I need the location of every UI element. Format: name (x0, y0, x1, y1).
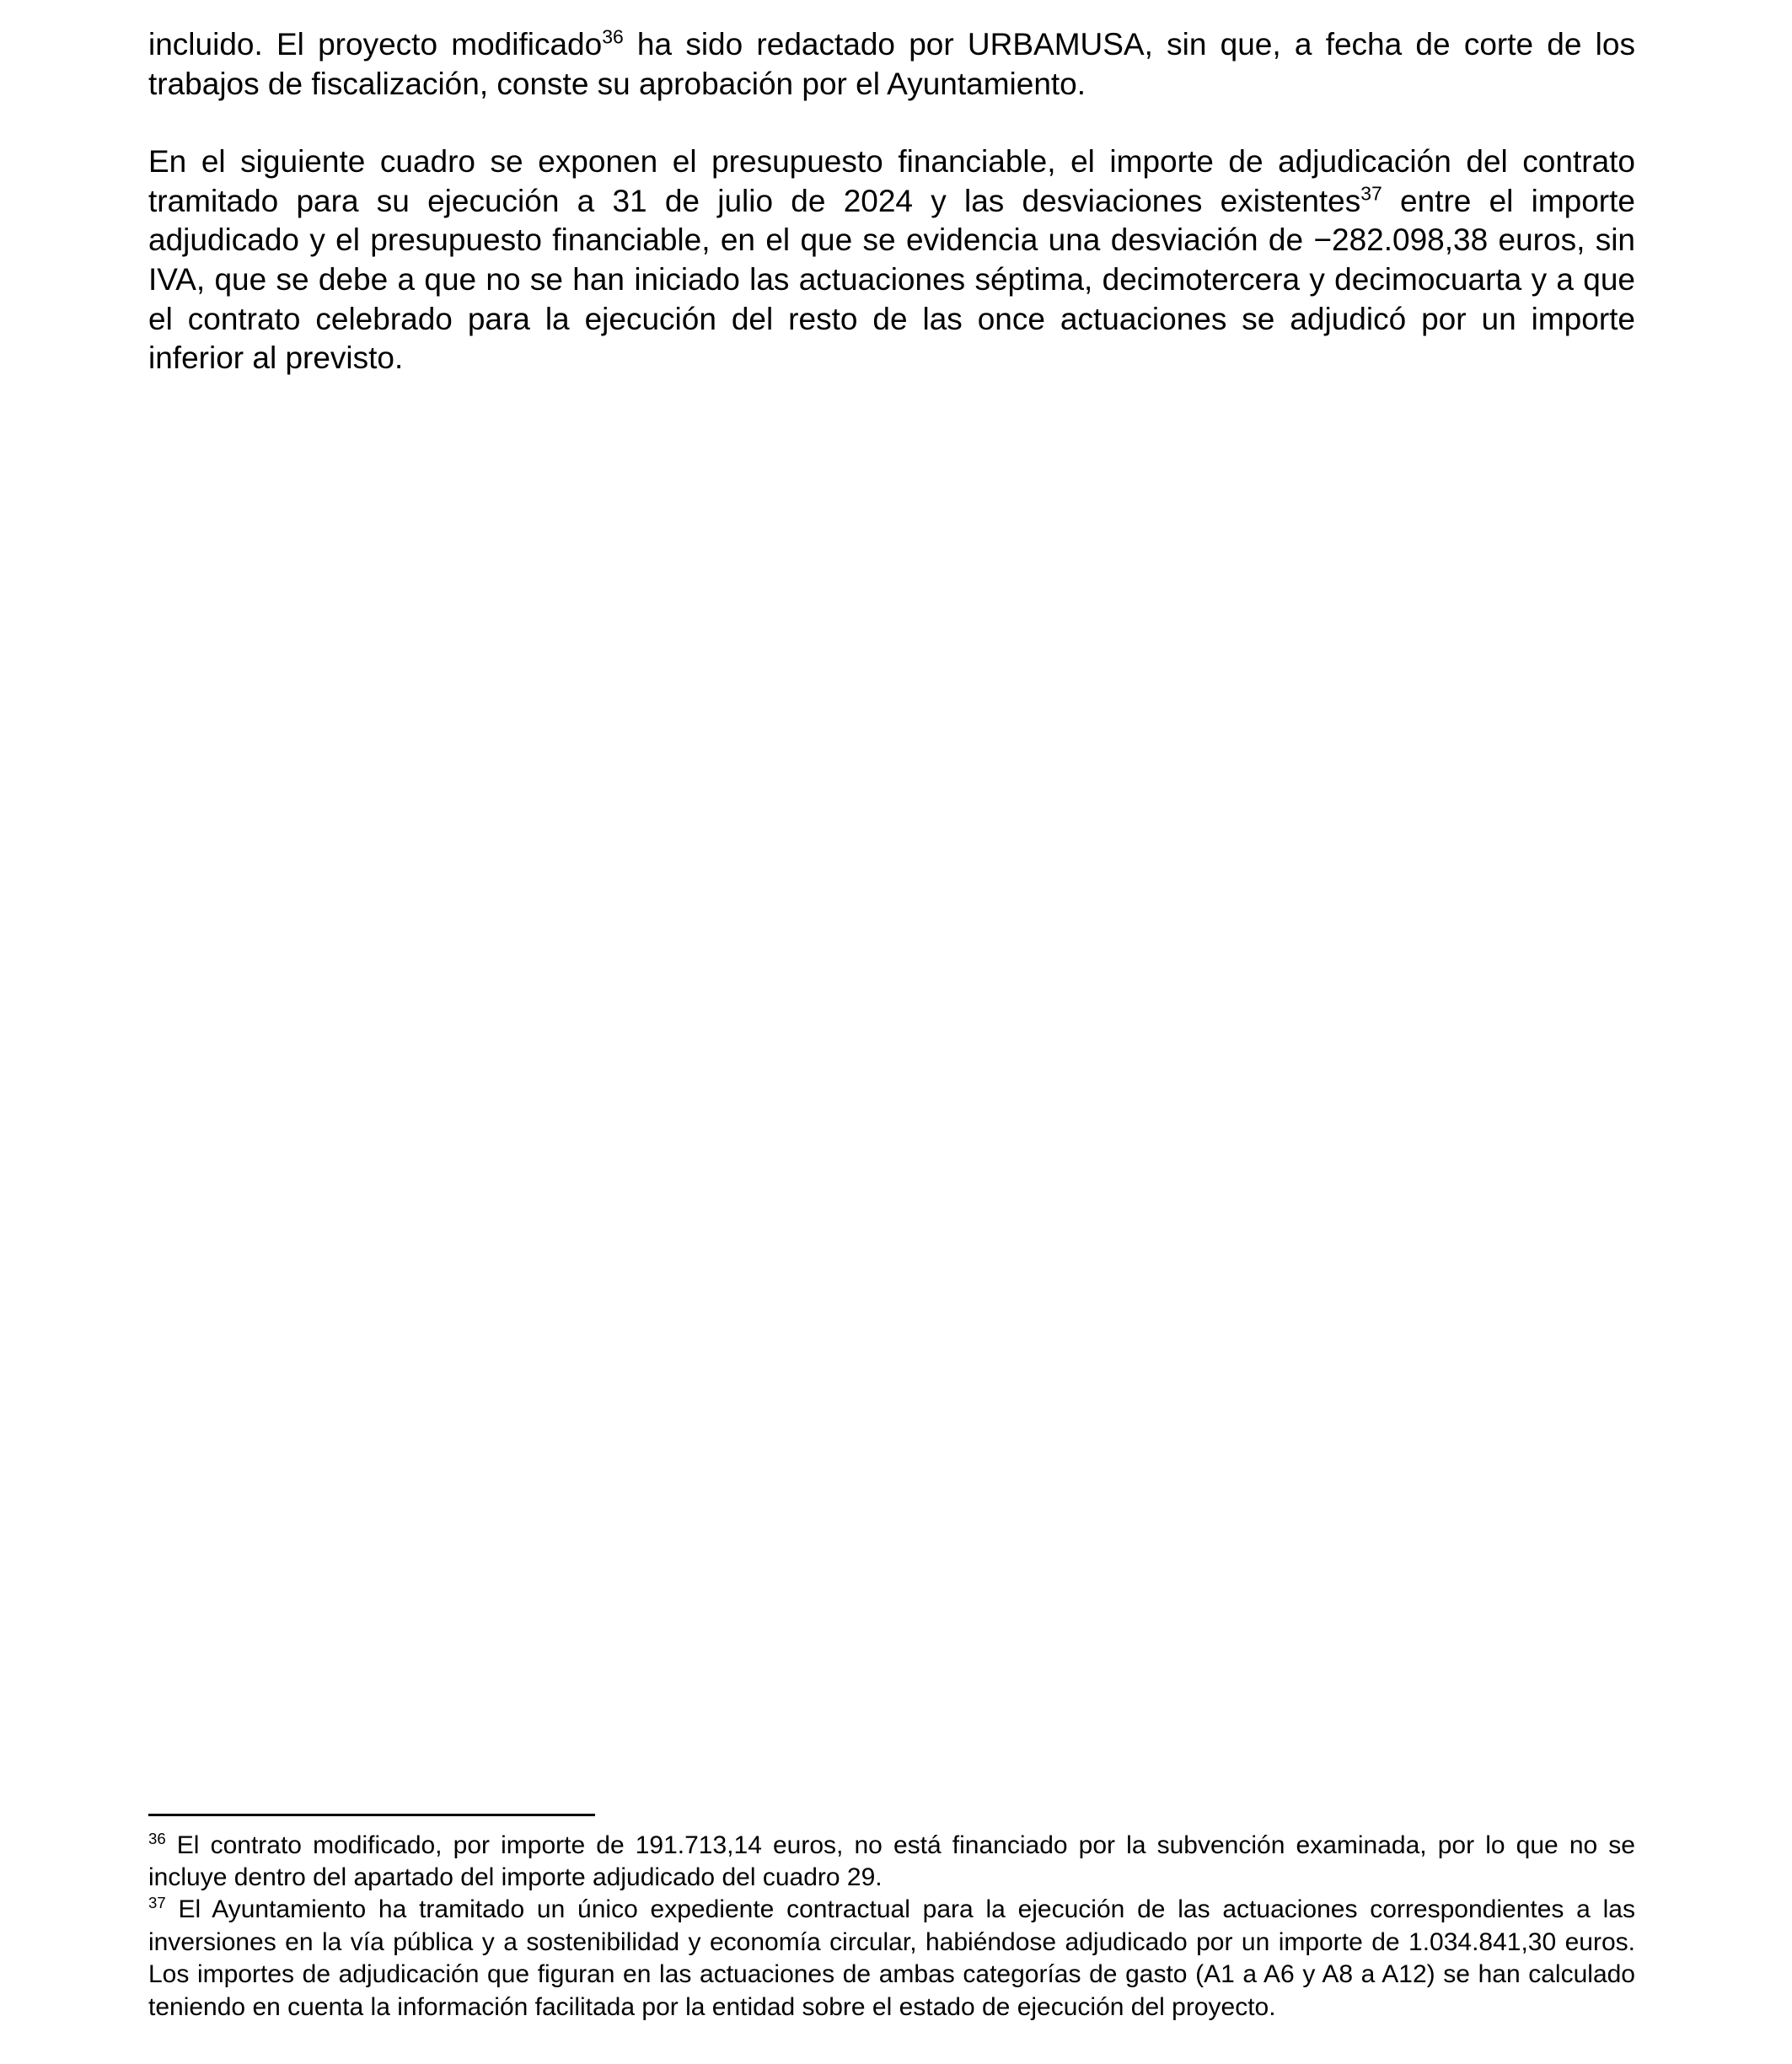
footnote-ref-37: 37 (1360, 182, 1382, 205)
footnote-37-number: 37 (148, 1894, 166, 1912)
paragraph-2-text-pre: En el siguiente cuadro se exponen el presupuesto financiable, el importe de adjudicación del contrato tramitado para su ejecución a 31 de julio de 2024 y las desviaciones existentes (148, 144, 1635, 218)
footnote-separator (148, 1814, 595, 1816)
footnote-36-text: El contrato modificado, por importe de 191.713,14 euros, no está financiado por la subvención examinada, por lo que no se incluye dentro del apartado del importe adjudicado del cuadro 29. (148, 1831, 1635, 1892)
body-text (148, 25, 1635, 417)
paragraph-1-text-post: ha sido redactado por URBAMUSA, sin que, a fecha de corte de los trabajos de fiscalización, conste su aprobación por el Ayuntamiento. (148, 27, 1635, 101)
paragraph-1-text-pre: incluido. El proyecto modificado (148, 27, 603, 62)
footnote-ref-36: 36 (602, 25, 624, 48)
footnote-36 (148, 1830, 1635, 1895)
paragraph-2 (148, 142, 1635, 378)
paragraph-2-text-post: entre el importe adjudicado y el presupuesto financiable, en el que se evidencia una desviación de −282.098,38 euros, sin IVA, que se debe a que no se han iniciado las actuaciones séptima, decimotercera y decimocuarta y a que el contrato celebrado para la ejecución del resto de las once actuaciones se adjudicó por un importe inferior al previsto. (148, 183, 1635, 376)
paragraph-1 (148, 25, 1635, 104)
page-whitespace (148, 417, 1635, 1814)
footnote-37 (148, 1894, 1635, 2024)
footnotes-section (148, 1814, 1635, 2024)
footnote-37-text: El Ayuntamiento ha tramitado un único expediente contractual para la ejecución de las actuaciones correspondientes a las inversiones en la vía pública y a sostenibilidad y economía circular, habiéndose adjudicado por un importe de 1.034.841,30 euros. Los importes de adjudicación que figuran en las actuaciones de ambas categorías de gasto (A1 a A6 y A8 a A12) se han calculado teniendo en cuenta la información facilitada por la entidad sobre el estado de ejecución del proyecto. (148, 1895, 1635, 2021)
footnote-36-number: 36 (148, 1829, 166, 1847)
